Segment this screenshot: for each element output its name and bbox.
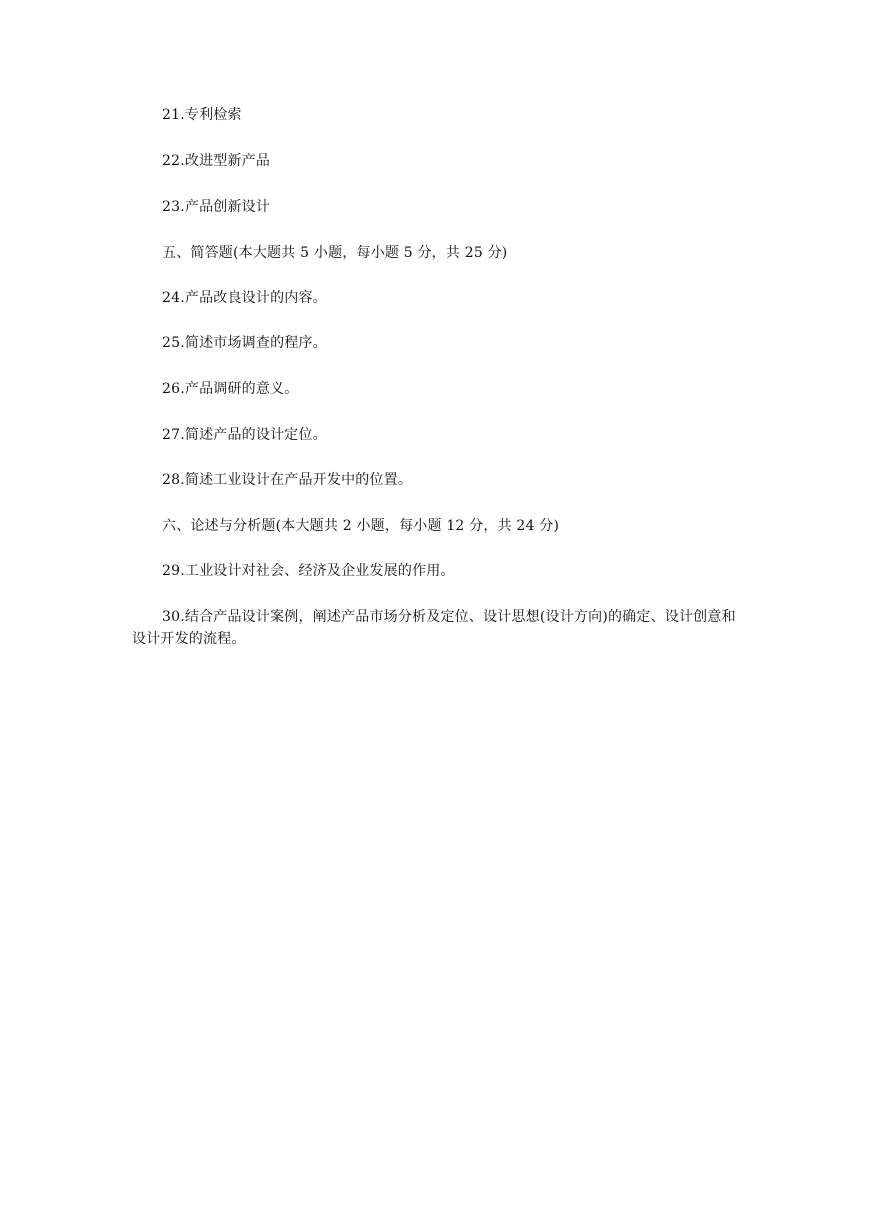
question-28: 28.简述工业设计在产品开发中的位置。	[162, 472, 413, 488]
question-23: 23.产品创新设计	[162, 199, 271, 215]
question-26: 26.产品调研的意义。	[162, 381, 299, 397]
question-24: 24.产品改良设计的内容。	[162, 290, 327, 306]
question-30: 30.结合产品设计案例，阐述产品市场分析及定位、设计思想(设计方向)的确定、设计创意和设计开发的流程。	[132, 609, 736, 647]
section-6-heading: 六、论述与分析题(本大题共 2 小题，每小题 12 分，共 24 分)	[162, 518, 560, 534]
question-29: 29.工业设计对社会、经济及企业发展的作用。	[162, 563, 455, 579]
question-22: 22.改进型新产品	[162, 153, 271, 169]
section-5-heading: 五、简答题(本大题共 5 小题，每小题 5 分，共 25 分)	[162, 245, 508, 261]
question-27: 27.简述产品的设计定位。	[162, 427, 327, 443]
question-21: 21.专利检索	[162, 107, 242, 123]
question-25: 25.简述市场调查的程序。	[162, 335, 327, 351]
